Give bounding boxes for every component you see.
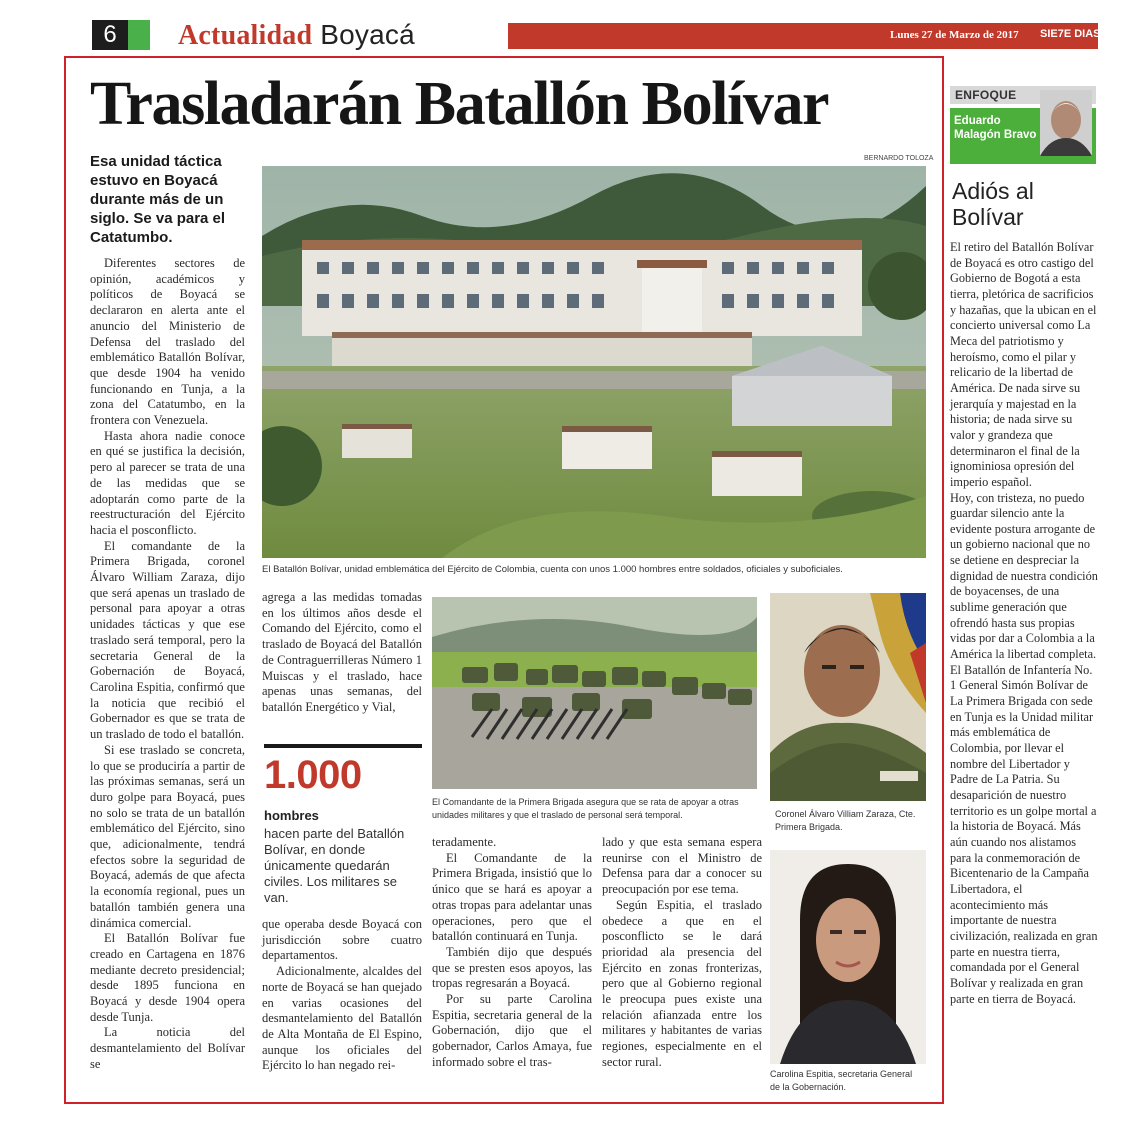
author-photo-illustration (1040, 90, 1092, 156)
paragraph: Hasta ahora nadie conoce en qué se justifica la decisión, pero al parecer se trata de una de las medidas que se adoptarán como parte de la reestructuración del Ejército hacia el posconflicto. (90, 428, 245, 537)
headline: Trasladarán Batallón Bolívar (90, 70, 829, 138)
deck: Esa unidad táctica estuvo en Boyacá durante más de un siglo. Se va para el Catatumbo. (90, 153, 226, 246)
battalion-photo (262, 166, 926, 558)
stat-rule (264, 744, 422, 748)
paragraph: El Batallón Bolívar fue creado en Cartagena en 1876 mediante decreto presidencial; desde 1895 funciona en Boyacá y desde 1904 opera desde Tunja. (90, 931, 245, 1024)
paragraph: El retiro del Batallón Bolívar de Boyacá es otro castigo del Gobierno de Bogotá a esta tierra, pletórica de sacrificios y hazañas, que la ubican en el concierto universal como La Meca del patriotismo y heroísmo, como el pilar y relicario de la libertad de América. De nada sirve su jerarquía y majestad en la historia; de nada sirve su valor y grandeza que determinaron el final de la ignominiosa opresión del imperio español. (950, 240, 1097, 489)
section-region: Boyacá (320, 19, 415, 50)
opinion-body (950, 240, 1100, 1007)
stat-number: 1.000 (264, 753, 362, 797)
page-number: 6 (92, 20, 128, 50)
vehicles-photo-illustration (432, 597, 757, 789)
coronel-portrait-illustration (770, 593, 926, 801)
article-column-4 (602, 835, 762, 1071)
paragraph: que operaba desde Boyacá con jurisdicción sobre cuatro departamentos. (262, 917, 422, 963)
paragraph: Adicionalmente, alcaldes del norte de Boyacá se han quejado en varias ocasiones del desmantelamiento del Batallón de Alta Montaña de El Espino, aunque los oficiales del Ejército lo han negado rei- (262, 964, 422, 1073)
vehicles-photo-caption: El Comandante de la Primera Brigada asegura que se rata de apoyar a otras unidades militares y que el traslado de personal será temporal. (432, 797, 739, 820)
main-photo-caption: El Batallón Bolívar, unidad emblemática del Ejército de Colombia, cuenta con unos 1.000 hombres entre soldados, oficiales y suboficiales. (262, 564, 843, 575)
carolina-portrait (770, 850, 926, 1064)
coronel-portrait (770, 593, 926, 801)
paragraph: El Batallón de Infantería No. 1 General Simón Bolívar de La Primera Brigada con sede en Tunja es la Unidad militar más emblemática de Colombia, por llevar el nombre del Libertador y Padre de La Patria. Su desaparición de nuestro territorio es un golpe mortal a la historia de Boyacá. Más aún cuando nos alistamos para la conmemoración de Bicentenario de la Campaña Libertadora, el acontecimiento más importante de nuestra civilización, realizada en gran parte en nuestra tierra, comandada por el General Bolívar y realizada en gran parte en tierra de Boyacá. (950, 662, 1098, 1006)
paragraph: Hoy, con tristeza, no puedo guardar silencio ante la evidente postura arrogante de un gobierno nacional que no se detiene en despreciar la dignidad de nuestra condición de boyacenses, de una sublime generación que ofrendó hasta sus propias vidas por dar a Colombia a la América la libertad completa. (950, 490, 1098, 662)
article-column-1 (90, 256, 245, 1073)
vehicles-photo (432, 597, 757, 789)
paragraph: También dijo que después que se presten esos apoyos, las tropas regresarán a Boyacá. (432, 944, 592, 991)
paragraph: agrega a las medidas tomadas en los últimos años desde el Comando del Ejército, como el traslado de Boyacá del Batallón de Contraguerrilleras Número 1 Muiscas y el traslado, hace apenas unas semanas, del batallón Energético y Vial, (262, 590, 422, 714)
stat-description: hacen parte del Batallón Bolívar, en donde únicamente quedarán civiles. Los militares se van. (264, 826, 405, 905)
article-column-2 (262, 590, 422, 716)
coronel-caption: Coronel Álvaro Villiam Zaraza, Cte. Primera Brigada. (775, 809, 916, 832)
paragraph: El Comandante de la Primera Brigada, insistió que lo único que se hará es apoyar a otras tropas para adelantar unas operaciones, pero que el batallón continuará en Tunja. (432, 850, 592, 944)
paragraph: lado y que esta semana espera reunirse con el Ministro de Defensa para dar a conocer su preocupación por ese tema. (602, 835, 762, 897)
article-column-2-continued (262, 917, 422, 1074)
carolina-caption: Carolina Espitia, secretaria General de la Gobernación. (770, 1069, 913, 1092)
carolina-portrait-illustration (770, 850, 926, 1064)
stat-unit: hombres (264, 808, 319, 823)
paragraph: Por su parte Carolina Espitia, secretaria general de la Gobernación, dijo que el gobernador, Carlos Amaya, fue informado sobre el tras- (432, 992, 592, 1069)
paragraph: Diferentes sectores de opinión, académicos y políticos de Boyacá se declararon en alerta ante el anuncio del Ministerio de Defensa del traslado del emblemático Batallón Bolívar, que desde 1904 ha venido funcionando en Tunja, a la zona del Catatumbo, en la frontera con Venezuela. (90, 256, 245, 428)
paragraph: Si ese traslado se concreta, lo que se produciría a partir de las próximas semanas, será un duro golpe para Boyacá, pues no solo se trata de un batallón emblemático del Ejército, sino que, adicionalmente, tendrá efectos sobre la seguridad de Boyacá, además de que afecta la economía regional, pues un batallón también genera una dinámica comercial. (90, 742, 245, 930)
section-name: Actualidad (178, 20, 313, 51)
page-number-stripe (128, 20, 150, 50)
paragraph: La noticia del desmantelamiento del Bolívar se (90, 1025, 245, 1071)
article-column-3 (432, 835, 592, 1071)
issue-date: Lunes 27 de Marzo de 2017 (890, 29, 1019, 41)
section-title (178, 18, 415, 53)
paragraph: teradamente. (432, 835, 497, 849)
author-photo (1040, 90, 1092, 156)
opinion-title: Adiós al Bolívar (952, 178, 1034, 230)
enfoque-label: ENFOQUE (955, 88, 1017, 102)
battalion-photo-illustration (262, 166, 926, 558)
paragraph: El comandante de la Primera Brigada, coronel Álvaro William Zaraza, dijo que será apenas un traslado de personal para apoyar a otras unidades tácticas y que ese traslado será temporal, pero la secretaria General de la Gobernación de Boyacá, Carolina Espitia, confirmó que la noticia que recibió el Gobernador es que se trata de un traslado de todo el batallón. (90, 538, 245, 742)
author-name: Eduardo Malagón Bravo (954, 115, 1037, 141)
brand-logo: SIE7E DIAS (1040, 28, 1101, 40)
paragraph: Según Espitia, el traslado obedece a que en el posconflicto se le dará prioridad ala presencia del Ejército en zonas fronterizas, pero que al Gobierno regional le preocupa pues existe una relación afianzada entre los militares y habitantes de varias regiones, especialmente en el sector rural. (602, 897, 762, 1069)
photo-credit: BERNARDO TOLOZA (864, 155, 934, 162)
